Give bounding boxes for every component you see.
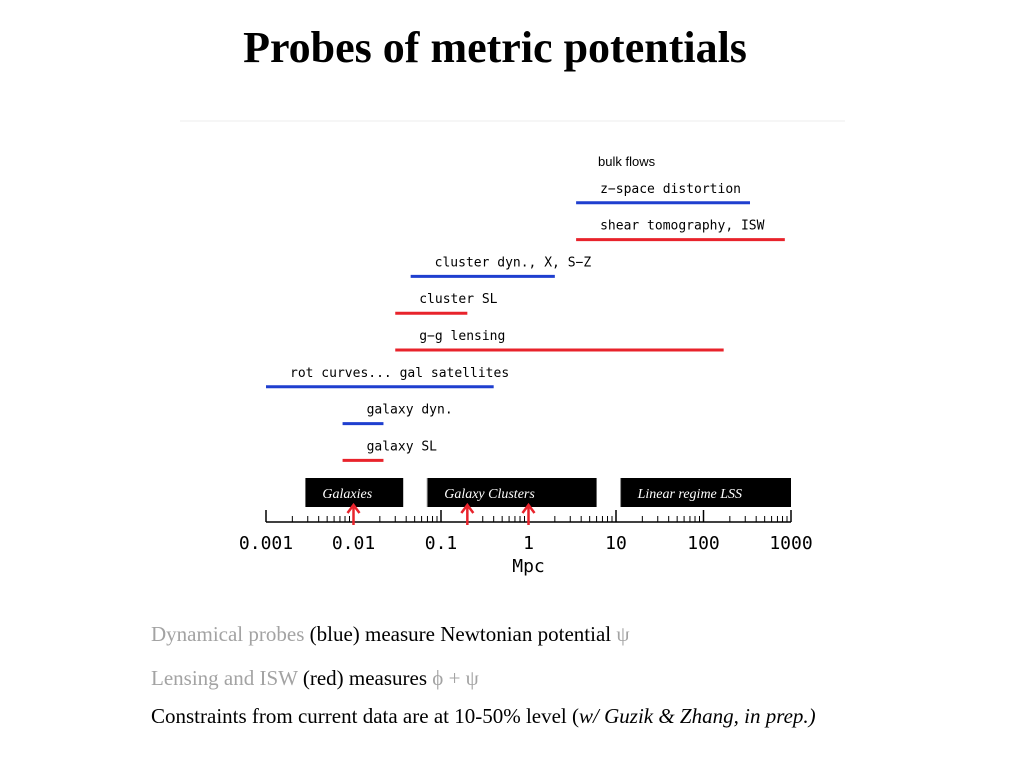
caption-lensing-lead: Lensing and ISW	[151, 666, 298, 690]
slide-title: Probes of metric potentials	[243, 23, 747, 72]
regime-label: Galaxy Clusters	[444, 487, 535, 502]
caption-constraints	[151, 704, 816, 729]
series-label: z−space distortion	[600, 181, 741, 197]
regime-label: Linear regime LSS	[637, 487, 743, 502]
tick-label: 10	[605, 533, 627, 554]
series-label: bulk flows	[598, 154, 656, 169]
tick-label: 0.01	[331, 533, 376, 554]
series-label: cluster dyn., X, S−Z	[434, 255, 592, 271]
caption-constraints-text: Constraints from current data are at 10-50% level (	[151, 704, 580, 728]
x-axis-label: Mpc	[512, 556, 545, 577]
tick-label: 0.1	[424, 533, 458, 554]
tick-label: 0.001	[238, 533, 294, 554]
tick-label: 1000	[769, 533, 813, 554]
caption-dynamical-lead: Dynamical probes	[151, 622, 305, 646]
psi-symbol: ψ	[616, 622, 630, 646]
series-label: galaxy SL	[366, 439, 438, 455]
caption-citation: w/ Guzik & Zhang, in prep.)	[579, 704, 816, 728]
caption-dynamical-text: (blue) measure Newtonian potential	[304, 622, 617, 646]
series-label: rot curves... gal satellites	[290, 365, 510, 381]
series-label: cluster SL	[419, 292, 498, 308]
tick-label: 1	[523, 533, 534, 554]
phi-plus-psi-symbol: ϕ + ψ	[432, 666, 479, 690]
regime-label: Galaxies	[322, 487, 373, 502]
series-label: galaxy dyn.	[366, 402, 453, 418]
x-axis	[239, 510, 813, 577]
probe-bars	[266, 154, 785, 460]
caption-dynamical	[151, 622, 630, 647]
series-label: shear tomography, ISW	[600, 218, 765, 234]
regime-strip	[305, 478, 791, 507]
caption-lensing	[151, 666, 479, 691]
tick-label: 100	[687, 533, 720, 554]
series-label: g−g lensing	[419, 329, 506, 344]
caption-lensing-text: (red) measures	[297, 666, 433, 690]
